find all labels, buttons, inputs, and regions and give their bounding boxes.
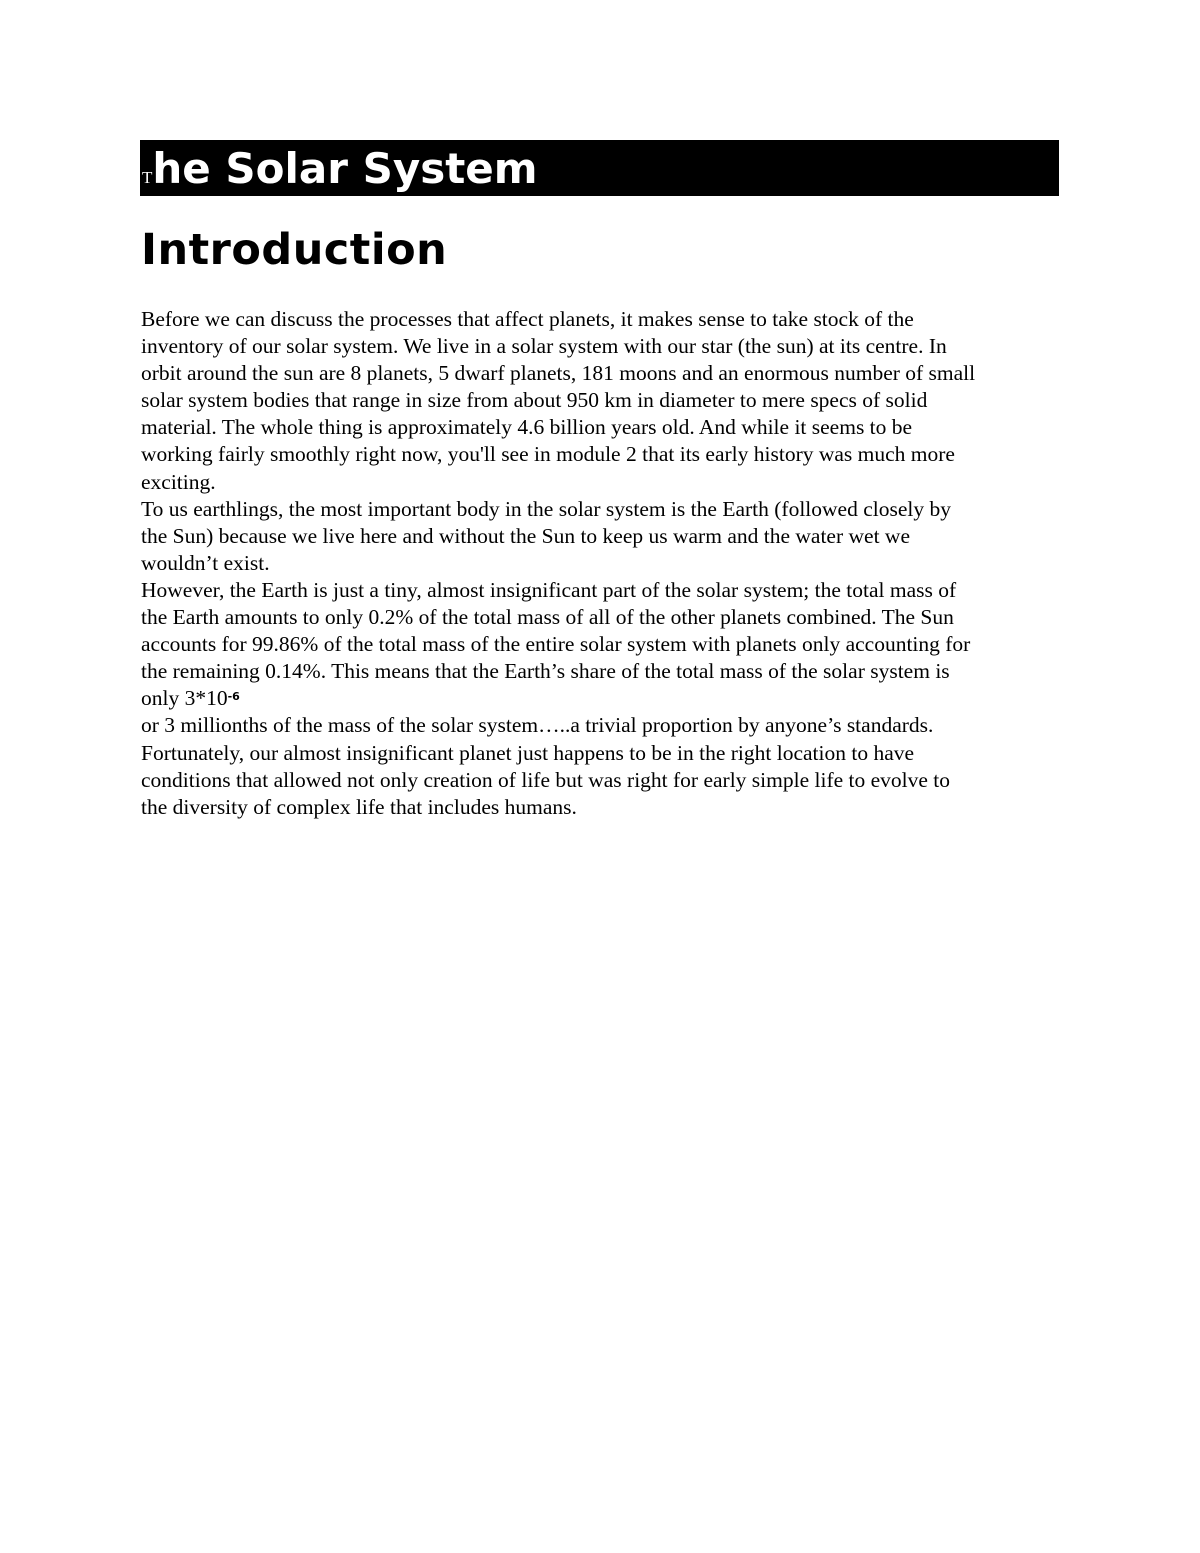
paragraph-1 [141, 306, 1071, 496]
paragraph-5 [141, 740, 1071, 821]
text-line: However, the Earth is just a tiny, almost insignificant part of the solar system; the total mass of [141, 577, 957, 602]
exponent-base-text: only 3*10 [141, 686, 228, 711]
text-line: solar system bodies that range in size from about 950 km in diameter to mere specs of solid [141, 388, 928, 413]
text-line: To us earthlings, the most important body in the solar system is the Earth (followed closely by [141, 496, 951, 521]
paragraph-2 [141, 496, 1071, 577]
text-line: inventory of our solar system. We live in a solar system with our star (the sun) at its centre. In [141, 334, 947, 359]
title-bar [140, 140, 1059, 196]
text-line: the Sun) because we live here and without the Sun to keep us warm and the water wet we [141, 523, 910, 548]
text-line: orbit around the sun are 8 planets, 5 dwarf planets, 181 moons and an enormous number of small [141, 361, 976, 386]
text-line: accounts for 99.86% of the total mass of the entire solar system with planets only accounting for [141, 632, 971, 657]
title-first-letter: T [142, 168, 153, 187]
page-title: he Solar System [152, 144, 538, 193]
text-line: the diversity of complex life that includes humans. [141, 794, 577, 819]
text-line: wouldn’t exist. [141, 550, 270, 575]
section-heading: Introduction [141, 225, 448, 275]
body-text [141, 306, 1071, 821]
paragraph-4 [141, 712, 1071, 739]
paragraph-3 [141, 577, 1071, 712]
text-line: the remaining 0.14%. This means that the Earth’s share of the total mass of the solar system is [141, 659, 950, 684]
text-line-with-exponent [141, 685, 1071, 712]
text-line: Fortunately, our almost insignificant planet just happens to be in the right location to have [141, 740, 915, 765]
text-line: the Earth amounts to only 0.2% of the total mass of all of the other planets combined. The Sun [141, 605, 954, 630]
text-line: or 3 millionths of the mass of the solar system…..a trivial proportion by anyone’s standards. [141, 713, 934, 738]
text-line: exciting. [141, 469, 216, 494]
text-line: working fairly smoothly right now, you'll see in module 2 that its early history was much more [141, 442, 955, 467]
exponent: -6 [227, 690, 240, 704]
text-line: material. The whole thing is approximately 4.6 billion years old. And while it seems to be [141, 415, 913, 440]
text-line: conditions that allowed not only creation of life but was right for early simple life to evolve to [141, 767, 951, 792]
text-line: Before we can discuss the processes that affect planets, it makes sense to take stock of the [141, 307, 914, 331]
